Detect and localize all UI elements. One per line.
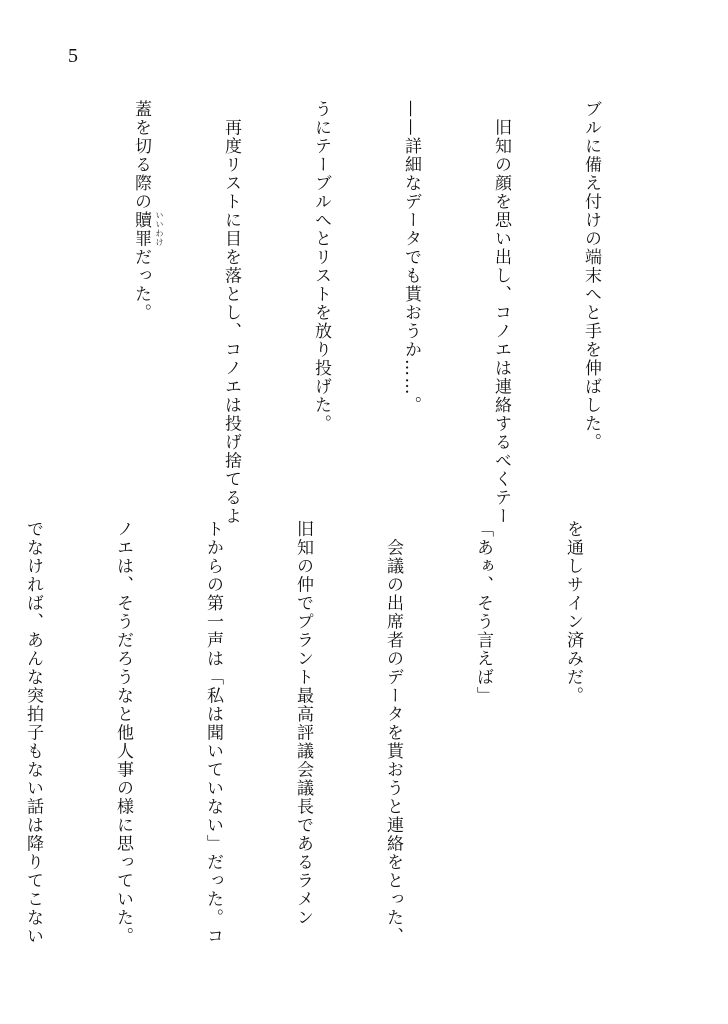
blank-line [36, 100, 66, 510]
text-line: トからの第一声は「私は聞いていない」だった。コ [203, 520, 223, 946]
ruby-reading: いいわけ [155, 211, 164, 247]
text-line: 旧知の仲でプラント最高評議会議長であるラメン [293, 520, 313, 927]
lower-text-block [0, 520, 648, 946]
text-line: 旧知の顔を思い出し、コノエは連絡するべくテー [491, 100, 511, 526]
text-line: 再度リストに目を落とし、コノエは投げ捨てるよ [221, 100, 241, 526]
text-line: ——詳細なデータでも貰おうか……。 [401, 100, 421, 415]
text-line-with-ruby: 蓋を切る際の贖罪 いいわけ だった。 [131, 100, 164, 322]
text-line: ブルに備え付けの端末へと手を伸ばした。 [581, 100, 601, 452]
page-number: 5 [68, 45, 78, 67]
text-line: 「あぁ、そう言えば」 [473, 520, 493, 705]
text-line: を通しサイン済みだ。 [563, 520, 583, 705]
text-line: うにテーブルへとリストを放り投げた。 [311, 100, 331, 433]
ruby-base: 贖罪 いいわけ [131, 211, 164, 248]
text-line: 会議の出席者のデータを貰おうと連絡をとった、 [383, 520, 403, 946]
upper-text-block [0, 100, 666, 526]
text-line: ノエは、そうだろうなと他人事の様に思っていた。 [113, 520, 133, 946]
text-line: でなければ、あんな突拍子もない話は降りてこない [23, 520, 43, 946]
